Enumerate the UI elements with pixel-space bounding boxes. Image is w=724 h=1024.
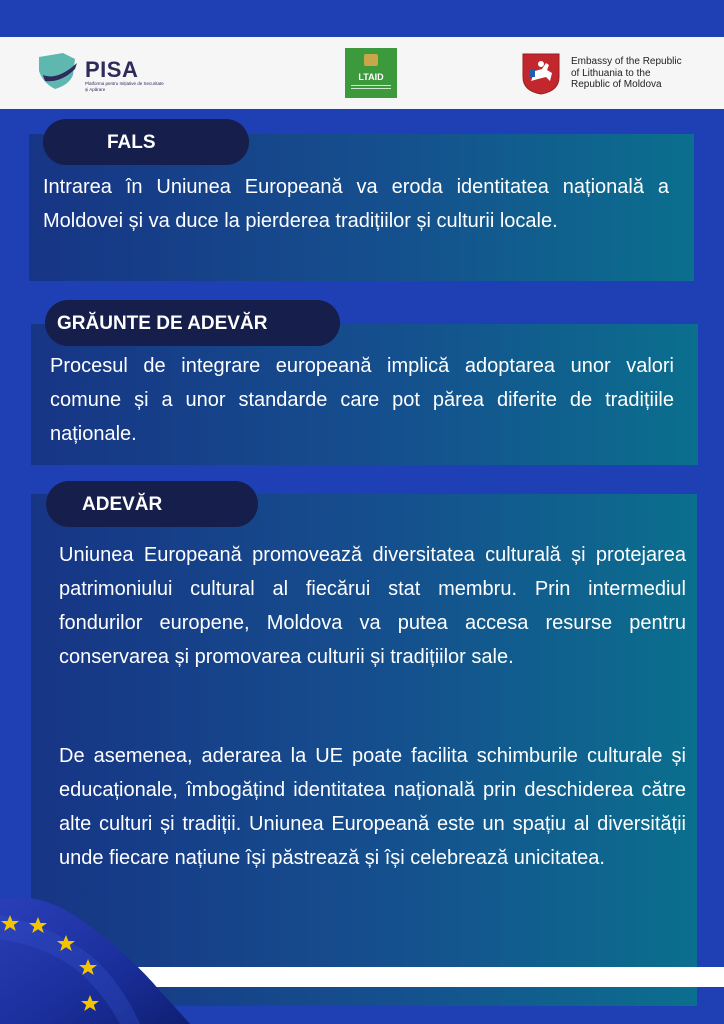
graunte-text: Procesul de integrare europeană implică adoptarea unor valori comune și a unor standarde care pot părea diferite de tradițiile naționale. (50, 355, 674, 445)
pisa-shield-logo-icon (33, 51, 79, 91)
header-bar (0, 37, 724, 109)
fals-label: FALS (107, 132, 156, 153)
fals-label-pill (43, 119, 249, 165)
pisa-title: PISA (85, 57, 139, 82)
lithuania-coat-of-arms-icon (522, 53, 560, 95)
adevar-label-pill (46, 481, 258, 527)
fals-text: Intrarea în Uniunea Europeană va eroda identitatea națională a Moldovei și va duce la pierderea tradițiilor și culturii locale. (43, 176, 669, 232)
ltaid-logo-icon (345, 48, 397, 98)
eu-flag-icon (0, 895, 190, 1024)
embassy-name (571, 56, 711, 91)
adevar-text-paragraph-2: De asemenea, aderarea la UE poate facilita schimburile culturale și educaționale, îmbogățind identitatea națională prin deschiderea către alte culturi și tradiții. Uniunea Europeană este un spațiu al diversității unde fiecare națiune își păstrează și își celebrează unicitatea. (59, 745, 686, 869)
embassy-line-3: Republic of Moldova (571, 79, 662, 90)
pisa-subtitle: Platforma pentru Inițiative de Securitate și Apărare (85, 81, 164, 92)
adevar-text-paragraph-1: Uniunea Europeană promovează diversitatea culturală și protejarea patrimoniului cultural al fiecărui stat membru. Prin intermediul fondurilor europene, Moldova va putea accesa resurse pentru conservarea și promovarea culturii și tradițiilor sale. (59, 544, 686, 668)
ltaid-emblem-icon (364, 54, 378, 66)
embassy-line-2: of Lithuania to the (571, 67, 651, 79)
ltaid-title: LTAID (358, 72, 384, 82)
embassy-line-1: Embassy of the Republic (571, 56, 682, 67)
ltaid-tagline-decor (351, 85, 391, 89)
adevar-label: ADEVĂR (82, 494, 163, 515)
graunte-label: GRĂUNTE DE ADEVĂR (57, 313, 268, 334)
graunte-label-pill (45, 300, 340, 346)
bottom-strip (100, 967, 724, 987)
